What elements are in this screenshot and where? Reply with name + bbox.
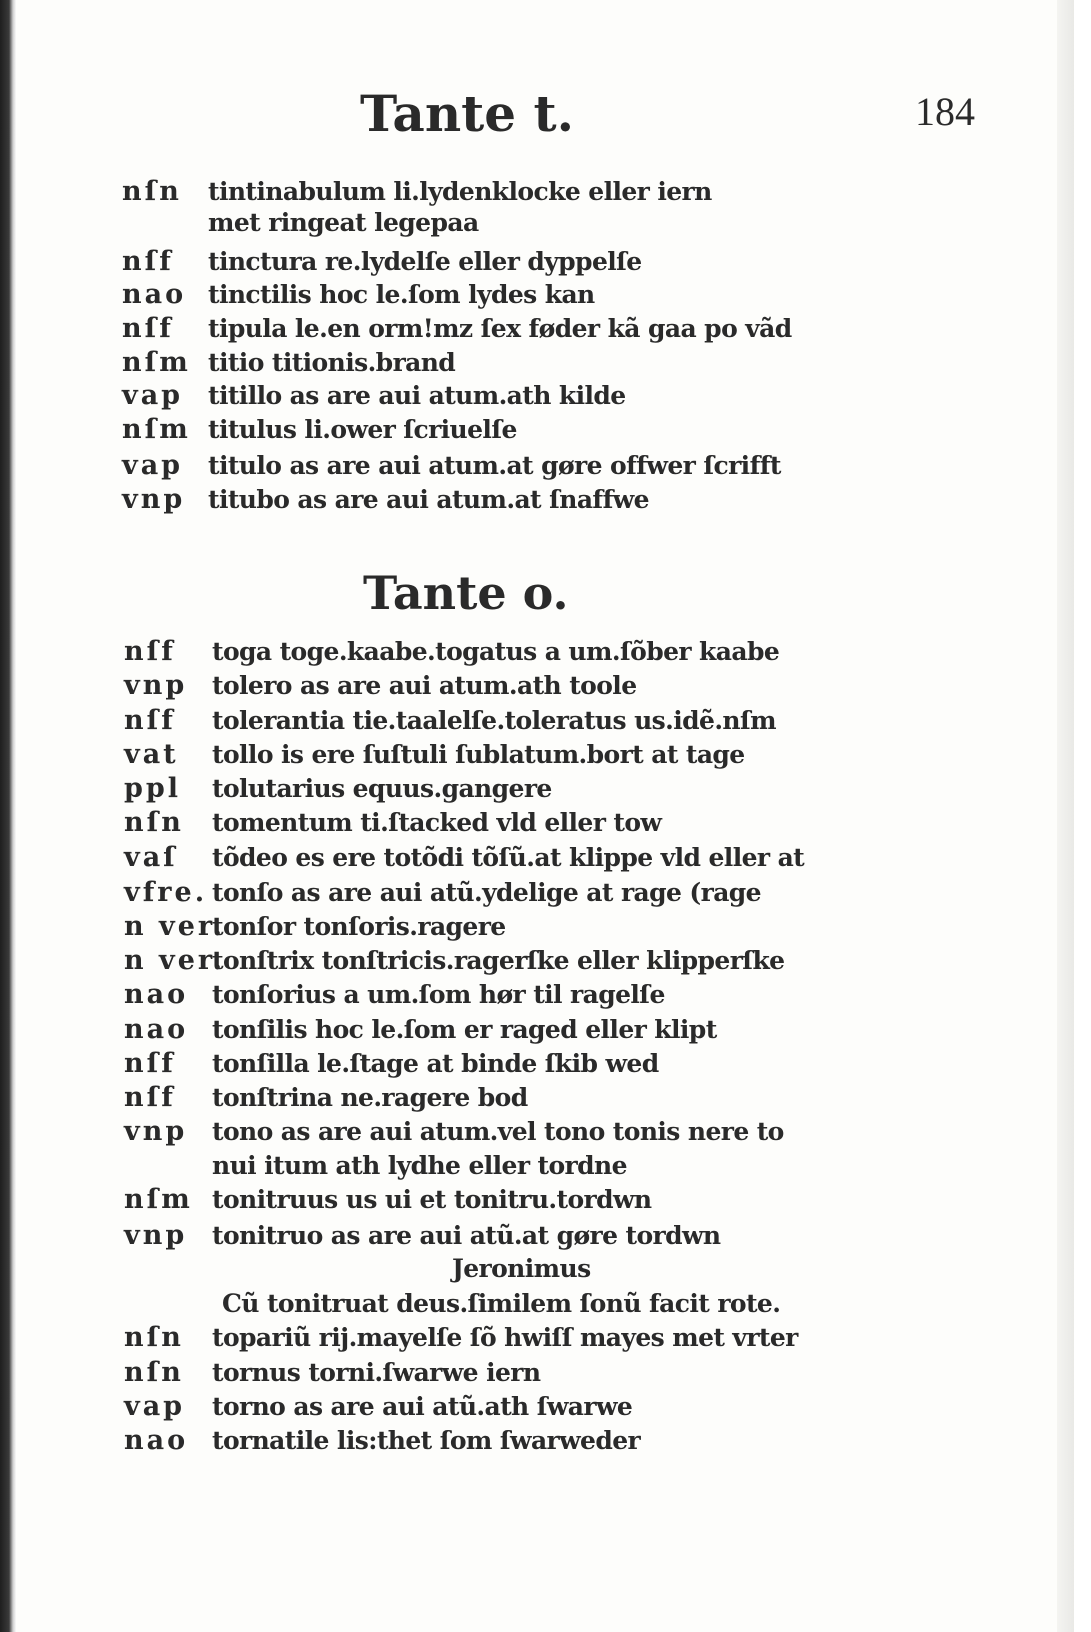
entry-code: vap <box>122 380 184 411</box>
entry-code: vnp <box>124 1116 188 1147</box>
entry-code: nſf <box>124 1048 176 1079</box>
entry-text: titulo as are aui atum.at gøre offwer ſcrifft <box>208 451 781 480</box>
entry-text: titio titionis.brand <box>208 348 456 377</box>
entry-code: nſf <box>124 636 176 667</box>
page-number: 184 <box>915 89 975 134</box>
entry-text: tornatile lis:thet ſom ſwarweder <box>212 1426 641 1455</box>
entry-text: torno as are aui atũ.ath ſwarwe <box>212 1392 633 1421</box>
entry-text: tonſorius a um.ſom hør til ragelſe <box>212 980 665 1009</box>
entry-text: tonitruus us ui et tonitru.tordwn <box>212 1185 652 1214</box>
section-heading-t: Tante t. <box>360 84 574 143</box>
entry-code: nſn <box>124 807 184 838</box>
entry-code: vat <box>124 739 179 770</box>
entry-code: nſm <box>122 347 191 378</box>
entry-text: titillo as are aui atum.ath kilde <box>208 381 626 410</box>
quote-attribution: Jeronimus <box>452 1254 591 1283</box>
entry-code: nſm <box>122 414 191 445</box>
entry-code: nao <box>122 279 187 310</box>
entry-code: n ver. <box>124 911 226 942</box>
entry-code: nſm <box>124 1184 193 1215</box>
entry-text: tõdeo es ere totõdi tõſũ.at klippe vld eller at <box>212 843 805 872</box>
entry-text: tonitruo as are aui atũ.at gøre tordwn <box>212 1221 721 1250</box>
entry-text: tinctilis hoc le.ſom lydes kan <box>208 280 595 309</box>
entry-text: tinctura re.lydelſe eller dyppelſe <box>208 247 642 276</box>
entry-code: nao <box>124 1014 189 1045</box>
entry-code: vaſ <box>124 842 178 873</box>
entry-code: nao <box>124 1425 189 1456</box>
entry-code: nſn <box>122 176 182 207</box>
entry-text: tonſor tonſoris.ragere <box>212 912 506 941</box>
entry-text: toga toge.kaabe.togatus a um.ſõber kaabe <box>212 637 780 666</box>
scan-edge <box>0 0 16 1632</box>
entry-text: tipula le.en orm!mz ſex føder kã gaa po vãd <box>208 314 792 343</box>
entry-text: nui itum ath lydhe eller tordne <box>212 1151 627 1180</box>
entry-code: ppl <box>124 773 182 804</box>
entry-code: nſf <box>122 246 174 277</box>
entry-code: nſf <box>124 705 176 736</box>
entry-text: tomentum ti.ſtacked vld eller tow <box>212 808 662 837</box>
page-edge-shade <box>1057 0 1074 1632</box>
entry-code: nſn <box>124 1357 184 1388</box>
entry-code: vap <box>124 1391 186 1422</box>
entry-code: vnp <box>124 1220 188 1251</box>
entry-text: met ringeat legepaa <box>208 208 479 237</box>
quote-text: Cũ tonitruat deus.ſimilem ſonũ facit rote. <box>222 1289 781 1318</box>
entry-text: tonſtrina ne.ragere bod <box>212 1083 528 1112</box>
section-heading-o: Tante o. <box>363 566 569 620</box>
entry-text: titubo as are aui atum.at ſnaffwe <box>208 485 649 514</box>
entry-text: tonſo as are aui atũ.ydelige at rage (rage <box>212 878 761 907</box>
entry-text: tonſilis hoc le.ſom er raged eller klipt <box>212 1015 717 1044</box>
entry-text: tollo is ere ſuſtuli ſublatum.bort at tage <box>212 740 745 769</box>
entry-text: tolero as are aui atum.ath toole <box>212 671 637 700</box>
entry-text: tolerantia tie.taalelſe.toleratus us.idẽ.nſm <box>212 706 777 735</box>
entry-text: tornus torni.ſwarwe iern <box>212 1358 541 1387</box>
entry-code: nſf <box>122 313 174 344</box>
entry-text: titulus li.ower ſcriuelſe <box>208 415 517 444</box>
entry-text: topariũ rij.mayelſe ſõ hwiſſ mayes met vrter <box>212 1323 798 1352</box>
entry-text: tolutarius equus.gangere <box>212 774 552 803</box>
entry-code: vap <box>122 450 184 481</box>
entry-code: vnp <box>124 670 188 701</box>
entry-code: nſn <box>124 1322 184 1353</box>
entry-code: vnp <box>122 484 186 515</box>
entry-code: nſf <box>124 1082 176 1113</box>
entry-text: tintinabulum li.lydenklocke eller iern <box>208 177 712 206</box>
entry-text: tono as are aui atum.vel tono tonis nere to <box>212 1117 784 1146</box>
entry-text: tonſilla le.ſtage at binde ſkib wed <box>212 1049 659 1078</box>
entry-code: n ver. <box>124 945 226 976</box>
entry-text: tonſtrix tonſtricis.ragerſke eller klipperſke <box>212 946 785 975</box>
entry-code: nao <box>124 979 189 1010</box>
entry-code: vfre. <box>124 877 208 908</box>
